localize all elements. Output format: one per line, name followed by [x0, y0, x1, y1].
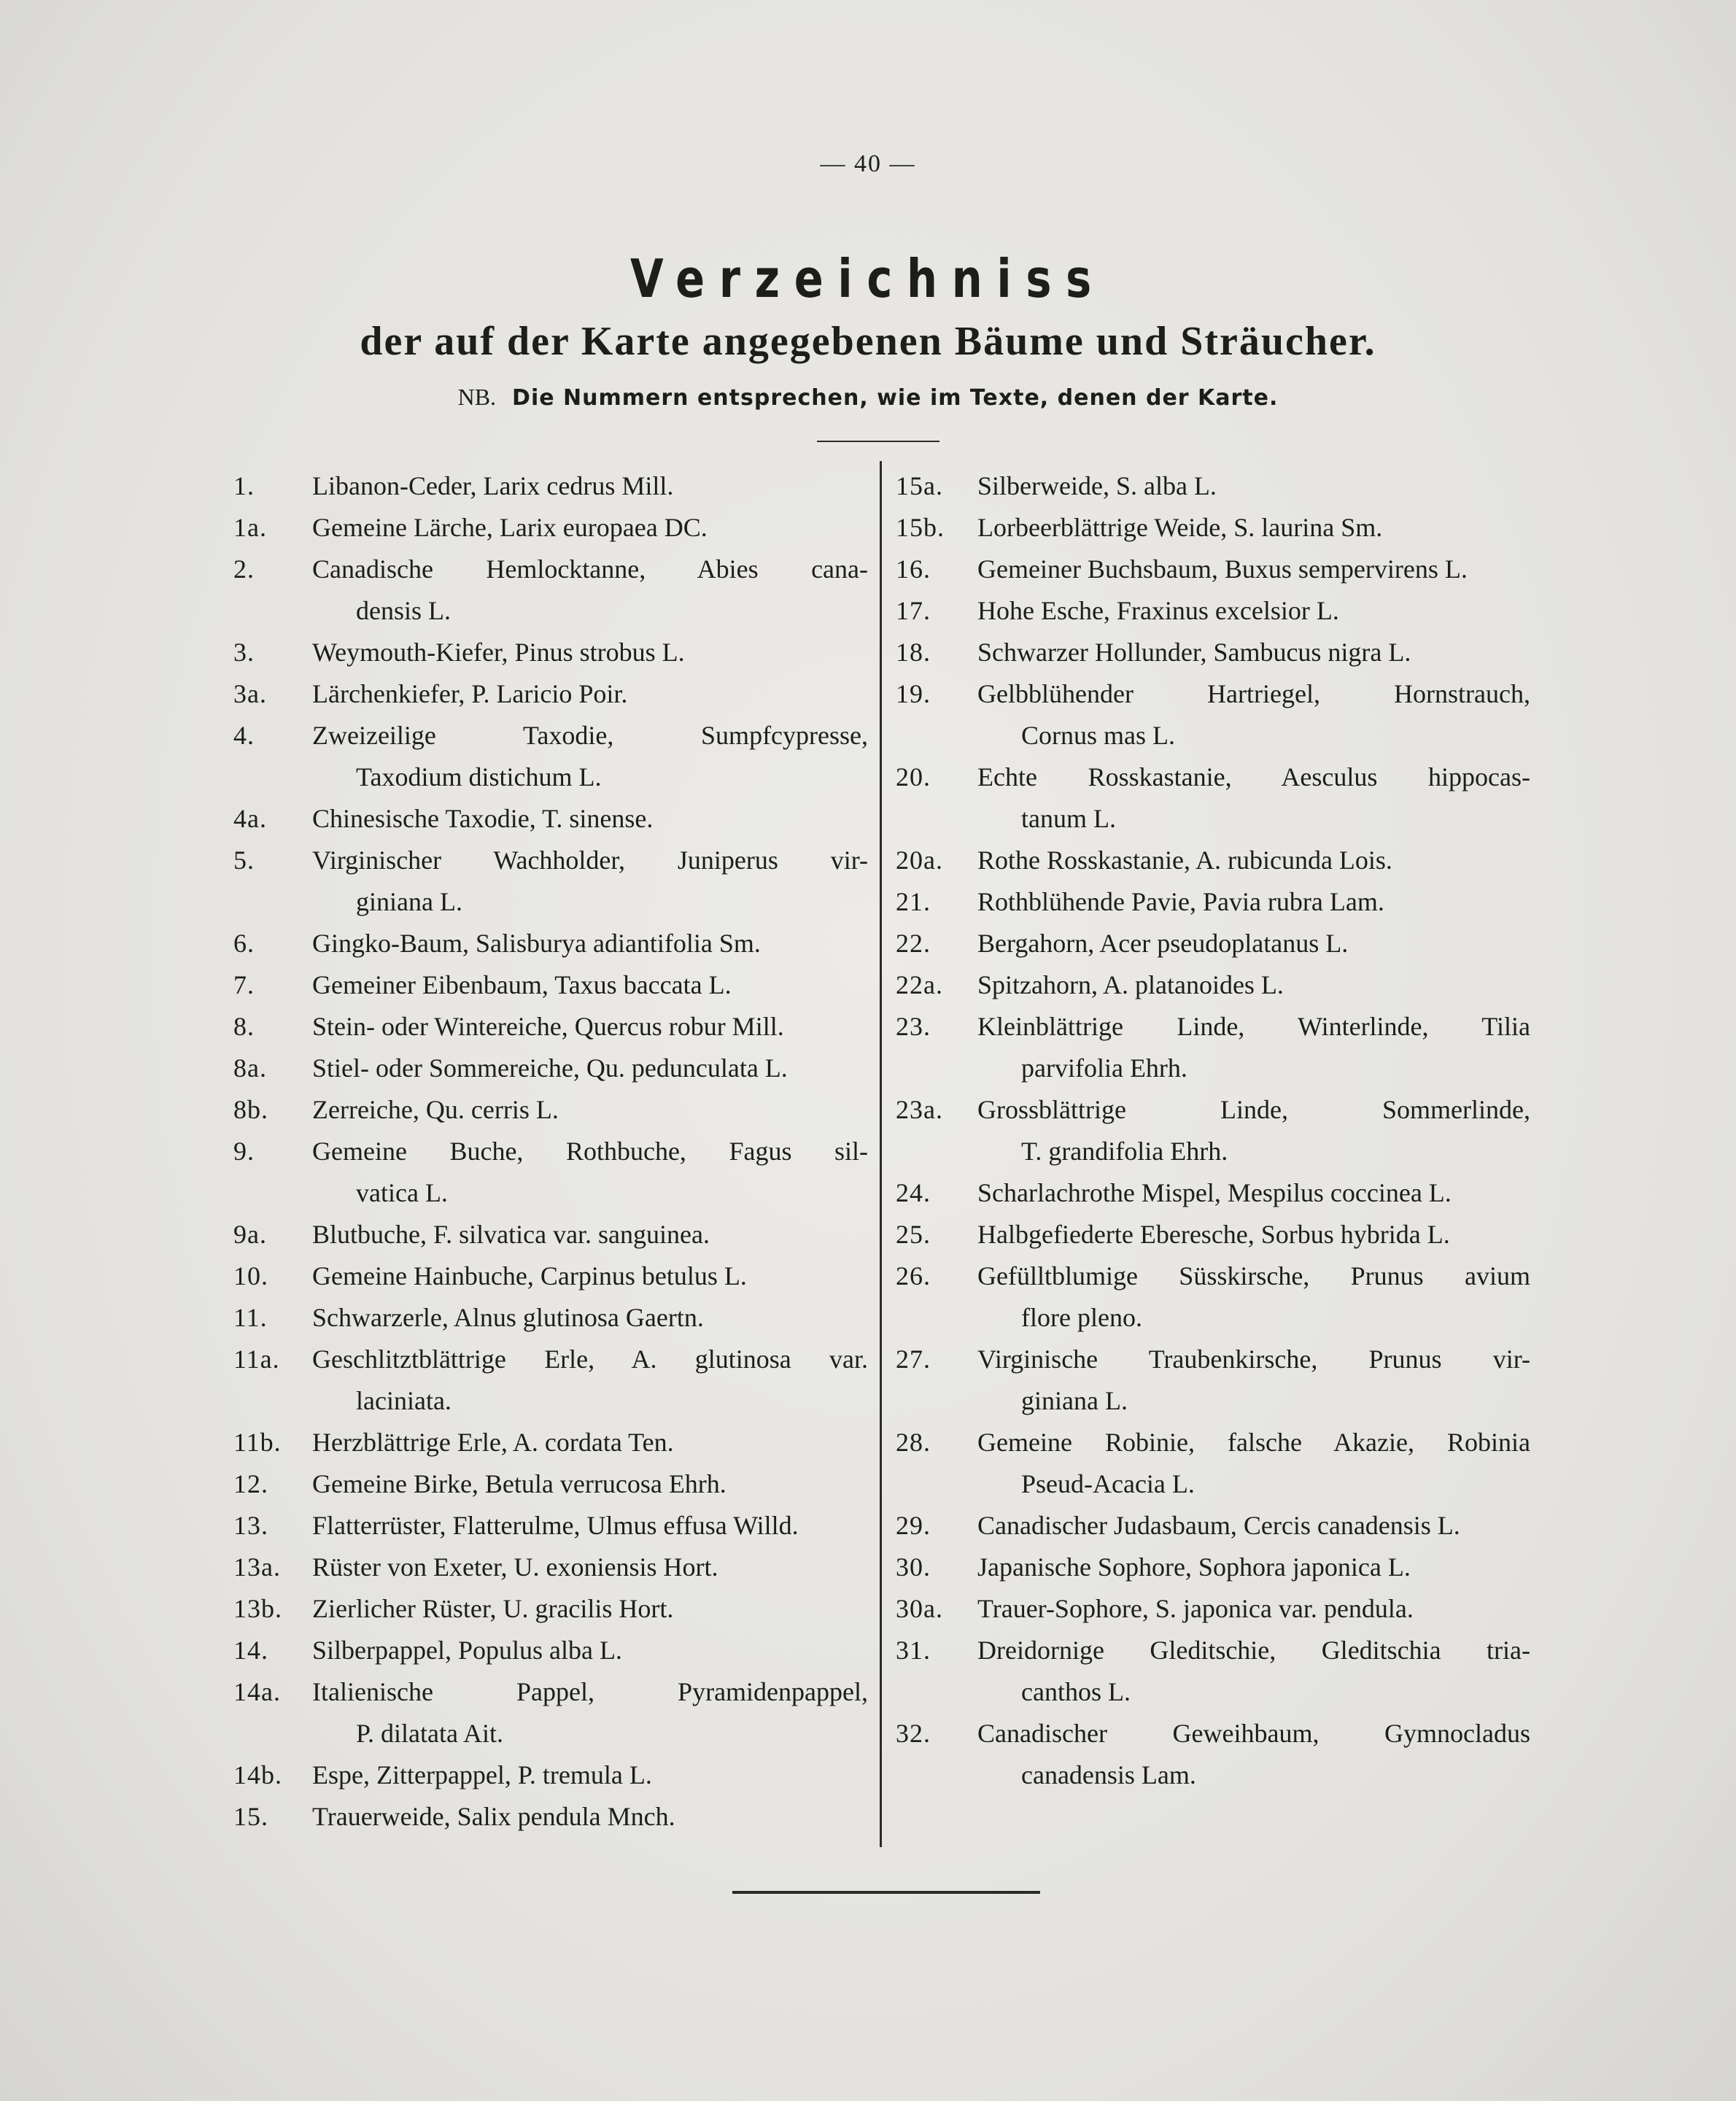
- entry-number: 17.: [896, 596, 931, 625]
- entry-number: 16.: [896, 554, 931, 584]
- list-item: [896, 549, 1530, 590]
- list-item: [233, 1796, 868, 1838]
- entry-text-block: [312, 1089, 868, 1131]
- entry-text-block: [312, 632, 868, 673]
- entry-number: 13a.: [233, 1552, 281, 1582]
- list-item: [896, 840, 1530, 881]
- entry-text: Spitzahorn, A. platanoides L.: [977, 970, 1284, 999]
- entry-number: 14.: [233, 1636, 268, 1665]
- entry-text-block: [312, 1463, 868, 1505]
- entry-text: Grossblättrige Linde, Sommerlinde,: [977, 1095, 1530, 1124]
- entry-number: 14a.: [233, 1677, 281, 1706]
- note-line: [0, 384, 1736, 411]
- entry-text-block: [312, 549, 868, 632]
- entry-number: 28.: [896, 1428, 931, 1457]
- entry-text-block: [312, 715, 868, 798]
- entry-text-block: [312, 840, 868, 923]
- entry-text-block: [312, 923, 868, 964]
- entry-text: Stein- oder Wintereiche, Quercus robur Mill.: [312, 1012, 784, 1041]
- entry-text: Silberpappel, Populus alba L.: [312, 1636, 622, 1665]
- entry-number: 5.: [233, 846, 255, 875]
- short-divider-rule: [817, 441, 939, 442]
- entry-number: 12.: [233, 1469, 268, 1498]
- list-item: [896, 1255, 1530, 1339]
- list-item: [896, 465, 1530, 507]
- entry-text: Flatterrüster, Flatterulme, Ulmus effusa Willd.: [312, 1511, 799, 1540]
- list-item: [896, 507, 1530, 549]
- entry-number: 11b.: [233, 1428, 282, 1457]
- entry-number: 1.: [233, 471, 255, 500]
- entry-text-continuation: densis L.: [356, 596, 451, 625]
- list-item: [233, 632, 868, 673]
- entry-text-block: [977, 840, 1530, 881]
- entry-text: Libanon-Ceder, Larix cedrus Mill.: [312, 471, 674, 500]
- list-item: [233, 465, 868, 507]
- entry-number: 30.: [896, 1552, 931, 1582]
- entry-text-block: [977, 964, 1530, 1006]
- entry-text: Gemeine Birke, Betula verrucosa Ehrh.: [312, 1469, 726, 1498]
- list-item: [896, 673, 1530, 757]
- entry-text: Silberweide, S. alba L.: [977, 471, 1217, 500]
- bottom-rule: [732, 1891, 1040, 1894]
- entry-number: 15.: [233, 1802, 268, 1831]
- entry-number: 15a.: [896, 471, 943, 500]
- list-item: [896, 1422, 1530, 1505]
- entry-text-block: [312, 1630, 868, 1671]
- entry-text: Gelbblühender Hartriegel, Hornstrauch,: [977, 679, 1530, 708]
- entry-text-block: [977, 1006, 1530, 1089]
- entry-text-block: [312, 465, 868, 507]
- list-item: [233, 1089, 868, 1131]
- entry-text-continuation: giniana L.: [1021, 1386, 1128, 1415]
- entry-text: Italienische Pappel, Pyramidenpappel,: [312, 1677, 868, 1706]
- entry-text-block: [977, 632, 1530, 673]
- entry-text: Blutbuche, F. silvatica var. sanguinea.: [312, 1220, 710, 1249]
- entry-text: Rothe Rosskastanie, A. rubicunda Lois.: [977, 846, 1392, 875]
- list-item: [896, 1172, 1530, 1214]
- entry-text: Lorbeerblättrige Weide, S. laurina Sm.: [977, 513, 1383, 542]
- list-item: [233, 1255, 868, 1297]
- entry-text-continuation: laciniata.: [356, 1386, 452, 1415]
- entry-text-block: [312, 798, 868, 840]
- entry-text-block: [312, 1006, 868, 1048]
- page-title: Verzeichniss: [629, 248, 1107, 309]
- entry-number: 9.: [233, 1137, 255, 1166]
- list-item: [896, 1547, 1530, 1588]
- entry-number: 26.: [896, 1261, 931, 1291]
- entry-number: 18.: [896, 638, 931, 667]
- entry-text: Gemeine Buche, Rothbuche, Fagus sil-: [312, 1137, 868, 1166]
- entry-number: 13.: [233, 1511, 268, 1540]
- entry-text: Gemeiner Buchsbaum, Buxus sempervirens L.: [977, 554, 1468, 584]
- entry-text: Schwarzer Hollunder, Sambucus nigra L.: [977, 638, 1411, 667]
- entry-text-block: [977, 757, 1530, 840]
- entry-text-block: [977, 1089, 1530, 1172]
- entry-text-block: [977, 465, 1530, 507]
- entry-text-continuation: giniana L.: [356, 887, 462, 916]
- entry-text-block: [977, 923, 1530, 964]
- list-item: [233, 1006, 868, 1048]
- entry-number: 1a.: [233, 513, 267, 542]
- entry-text: Lärchenkiefer, P. Laricio Poir.: [312, 679, 628, 708]
- entry-text-block: [312, 1754, 868, 1796]
- entry-text-block: [312, 507, 868, 549]
- entry-number: 8b.: [233, 1095, 268, 1124]
- entry-text-continuation: canthos L.: [1021, 1677, 1131, 1706]
- list-item: [233, 1754, 868, 1796]
- entry-text-block: [312, 1214, 868, 1255]
- list-item: [896, 590, 1530, 632]
- entry-text-block: [312, 1671, 868, 1754]
- entry-text-continuation: Pseud-Acacia L.: [1021, 1469, 1195, 1498]
- entry-text-block: [312, 1131, 868, 1214]
- entry-number: 3.: [233, 638, 255, 667]
- entry-text-block: [312, 1422, 868, 1463]
- list-item: [896, 632, 1530, 673]
- entry-text-block: [977, 1630, 1530, 1713]
- entry-text: Hohe Esche, Fraxinus excelsior L.: [977, 596, 1339, 625]
- entry-number: 10.: [233, 1261, 268, 1291]
- entry-text: Zerreiche, Qu. cerris L.: [312, 1095, 559, 1124]
- entry-number: 11a.: [233, 1344, 280, 1374]
- entry-text: Gemeiner Eibenbaum, Taxus baccata L.: [312, 970, 732, 999]
- entry-text-block: [977, 1422, 1530, 1505]
- list-item: [896, 1089, 1530, 1172]
- entry-text-continuation: flore pleno.: [1021, 1303, 1142, 1332]
- list-item: [233, 923, 868, 964]
- page-number: — 40 —: [820, 150, 916, 177]
- entry-number: 23a.: [896, 1095, 943, 1124]
- list-item: [233, 1547, 868, 1588]
- entry-text-block: [312, 1588, 868, 1630]
- entry-text-block: [312, 1339, 868, 1422]
- entry-text: Canadischer Judasbaum, Cercis canadensis L.: [977, 1511, 1460, 1540]
- entry-text: Virginischer Wachholder, Juniperus vir-: [312, 846, 868, 875]
- note-label: NB.: [457, 384, 497, 410]
- entry-text: Gemeine Robinie, falsche Akazie, Robinia: [977, 1428, 1530, 1457]
- entry-text-block: [977, 590, 1530, 632]
- entry-text: Schwarzerle, Alnus glutinosa Gaertn.: [312, 1303, 704, 1332]
- entry-number: 8a.: [233, 1053, 267, 1083]
- entry-text-continuation: vatica L.: [356, 1178, 448, 1207]
- entry-number: 11.: [233, 1303, 268, 1332]
- entry-text-block: [312, 1796, 868, 1838]
- entry-text-block: [312, 1048, 868, 1089]
- entry-number: 13b.: [233, 1594, 282, 1623]
- entry-text: Herzblättrige Erle, A. cordata Ten.: [312, 1428, 674, 1457]
- entry-text-continuation: canadensis Lam.: [1021, 1760, 1196, 1789]
- entry-text-block: [977, 507, 1530, 549]
- entry-text-block: [312, 964, 868, 1006]
- entry-number: 7.: [233, 970, 255, 999]
- list-item: [233, 549, 868, 632]
- entry-number: 22a.: [896, 970, 943, 999]
- entry-number: 21.: [896, 887, 931, 916]
- page-subtitle: der auf der Karte angegebenen Bäume und Sträucher.: [360, 319, 1376, 364]
- entry-text-block: [977, 1172, 1530, 1214]
- entry-text-continuation: Taxodium distichum L.: [356, 762, 602, 792]
- entry-text: Zierlicher Rüster, U. gracilis Hort.: [312, 1594, 674, 1623]
- entry-number: 32.: [896, 1719, 931, 1748]
- entry-number: 22.: [896, 929, 931, 958]
- entry-text-block: [977, 1547, 1530, 1588]
- list-item: [896, 1339, 1530, 1422]
- entry-text-block: [977, 1588, 1530, 1630]
- entry-number: 15b.: [896, 513, 945, 542]
- entry-number: 4a.: [233, 804, 267, 833]
- entry-number: 29.: [896, 1511, 931, 1540]
- entry-number: 14b.: [233, 1760, 282, 1789]
- entry-text-continuation: P. dilatata Ait.: [356, 1719, 503, 1748]
- list-item: [896, 1630, 1530, 1713]
- entry-number: 4.: [233, 721, 255, 750]
- entry-text: Weymouth-Kiefer, Pinus strobus L.: [312, 638, 685, 667]
- entry-text: Stiel- oder Sommereiche, Qu. pedunculata L.: [312, 1053, 788, 1083]
- entry-number: 19.: [896, 679, 931, 708]
- entry-number: 9a.: [233, 1220, 267, 1249]
- entry-text-block: [977, 1505, 1530, 1547]
- entry-text: Rothblühende Pavie, Pavia rubra Lam.: [977, 887, 1384, 916]
- list-item: [233, 840, 868, 923]
- entry-text-continuation: tanum L.: [1021, 804, 1116, 833]
- entry-text: Canadische Hemlocktanne, Abies cana-: [312, 554, 868, 584]
- entry-text-block: [312, 1547, 868, 1588]
- entry-text-block: [977, 1255, 1530, 1339]
- entry-text: Halbgefiederte Eberesche, Sorbus hybrida L.: [977, 1220, 1450, 1249]
- list-item: [233, 1671, 868, 1754]
- entry-number: 23.: [896, 1012, 931, 1041]
- entry-number: 20a.: [896, 846, 943, 875]
- entry-text: Echte Rosskastanie, Aesculus hippocas-: [977, 762, 1530, 792]
- entry-text-block: [977, 673, 1530, 757]
- entry-number: 27.: [896, 1344, 931, 1374]
- right-column: [896, 465, 1530, 1796]
- entry-text-block: [312, 1505, 868, 1547]
- list-item: [896, 1588, 1530, 1630]
- entry-text: Dreidornige Gleditschie, Gleditschia tria-: [977, 1636, 1530, 1665]
- entry-text: Trauerweide, Salix pendula Mnch.: [312, 1802, 675, 1831]
- entry-text: Gemeine Hainbuche, Carpinus betulus L.: [312, 1261, 747, 1291]
- entry-number: 31.: [896, 1636, 931, 1665]
- column-divider: [880, 461, 882, 1847]
- list-item: [233, 964, 868, 1006]
- entry-number: 20.: [896, 762, 931, 792]
- entry-number: 8.: [233, 1012, 255, 1041]
- entry-text-block: [977, 549, 1530, 590]
- list-item: [896, 757, 1530, 840]
- list-item: [233, 507, 868, 549]
- list-item: [233, 1422, 868, 1463]
- entry-text-block: [977, 1713, 1530, 1796]
- entry-text: Scharlachrothe Mispel, Mespilus coccinea L.: [977, 1178, 1452, 1207]
- entry-text: Zweizeilige Taxodie, Sumpfcypresse,: [312, 721, 868, 750]
- entry-number: 6.: [233, 929, 255, 958]
- list-item: [233, 1505, 868, 1547]
- entry-text: Bergahorn, Acer pseudoplatanus L.: [977, 929, 1349, 958]
- note-text: Die Nummern entsprechen, wie im Texte, denen der Karte.: [512, 385, 1279, 411]
- entry-text-block: [312, 673, 868, 715]
- entry-text-block: [977, 1339, 1530, 1422]
- list-item: [233, 715, 868, 798]
- list-item: [233, 1339, 868, 1422]
- entry-text-block: [977, 1214, 1530, 1255]
- entry-text: Espe, Zitterpappel, P. tremula L.: [312, 1760, 652, 1789]
- list-item: [896, 964, 1530, 1006]
- entry-text: Kleinblättrige Linde, Winterlinde, Tilia: [977, 1012, 1530, 1041]
- list-item: [233, 1214, 868, 1255]
- entry-text-continuation: T. grandifolia Ehrh.: [1021, 1137, 1228, 1166]
- list-item: [896, 1713, 1530, 1796]
- list-item: [233, 1630, 868, 1671]
- list-item: [896, 1505, 1530, 1547]
- entry-text-block: [312, 1297, 868, 1339]
- list-item: [233, 1048, 868, 1089]
- list-item: [233, 1297, 868, 1339]
- entry-number: 3a.: [233, 679, 267, 708]
- entry-text-continuation: Cornus mas L.: [1021, 721, 1175, 750]
- entry-text: Gingko-Baum, Salisburya adiantifolia Sm.: [312, 929, 761, 958]
- list-item: [896, 1214, 1530, 1255]
- entry-number: 25.: [896, 1220, 931, 1249]
- entry-number: 2.: [233, 554, 255, 584]
- list-item: [233, 1463, 868, 1505]
- entry-text-continuation: parvifolia Ehrh.: [1021, 1053, 1187, 1083]
- entry-text: Gefülltblumige Süsskirsche, Prunus avium: [977, 1261, 1530, 1291]
- entry-text: Rüster von Exeter, U. exoniensis Hort.: [312, 1552, 718, 1582]
- left-column: [233, 465, 868, 1838]
- entry-text: Japanische Sophore, Sophora japonica L.: [977, 1552, 1411, 1582]
- entry-number: 24.: [896, 1178, 931, 1207]
- entry-number: 30a.: [896, 1594, 943, 1623]
- entry-text: Geschlitztblättrige Erle, A. glutinosa var.: [312, 1344, 868, 1374]
- list-item: [896, 881, 1530, 923]
- entry-text: Canadischer Geweihbaum, Gymnocladus: [977, 1719, 1530, 1748]
- entry-text-block: [312, 1255, 868, 1297]
- entry-text: Gemeine Lärche, Larix europaea DC.: [312, 513, 708, 542]
- list-item: [896, 923, 1530, 964]
- entry-text: Trauer-Sophore, S. japonica var. pendula.: [977, 1594, 1414, 1623]
- list-item: [233, 1588, 868, 1630]
- entry-text: Chinesische Taxodie, T. sinense.: [312, 804, 654, 833]
- list-item: [233, 673, 868, 715]
- list-item: [896, 1006, 1530, 1089]
- entry-text-block: [977, 881, 1530, 923]
- entry-text: Virginische Traubenkirsche, Prunus vir-: [977, 1344, 1530, 1374]
- list-item: [233, 798, 868, 840]
- list-item: [233, 1131, 868, 1214]
